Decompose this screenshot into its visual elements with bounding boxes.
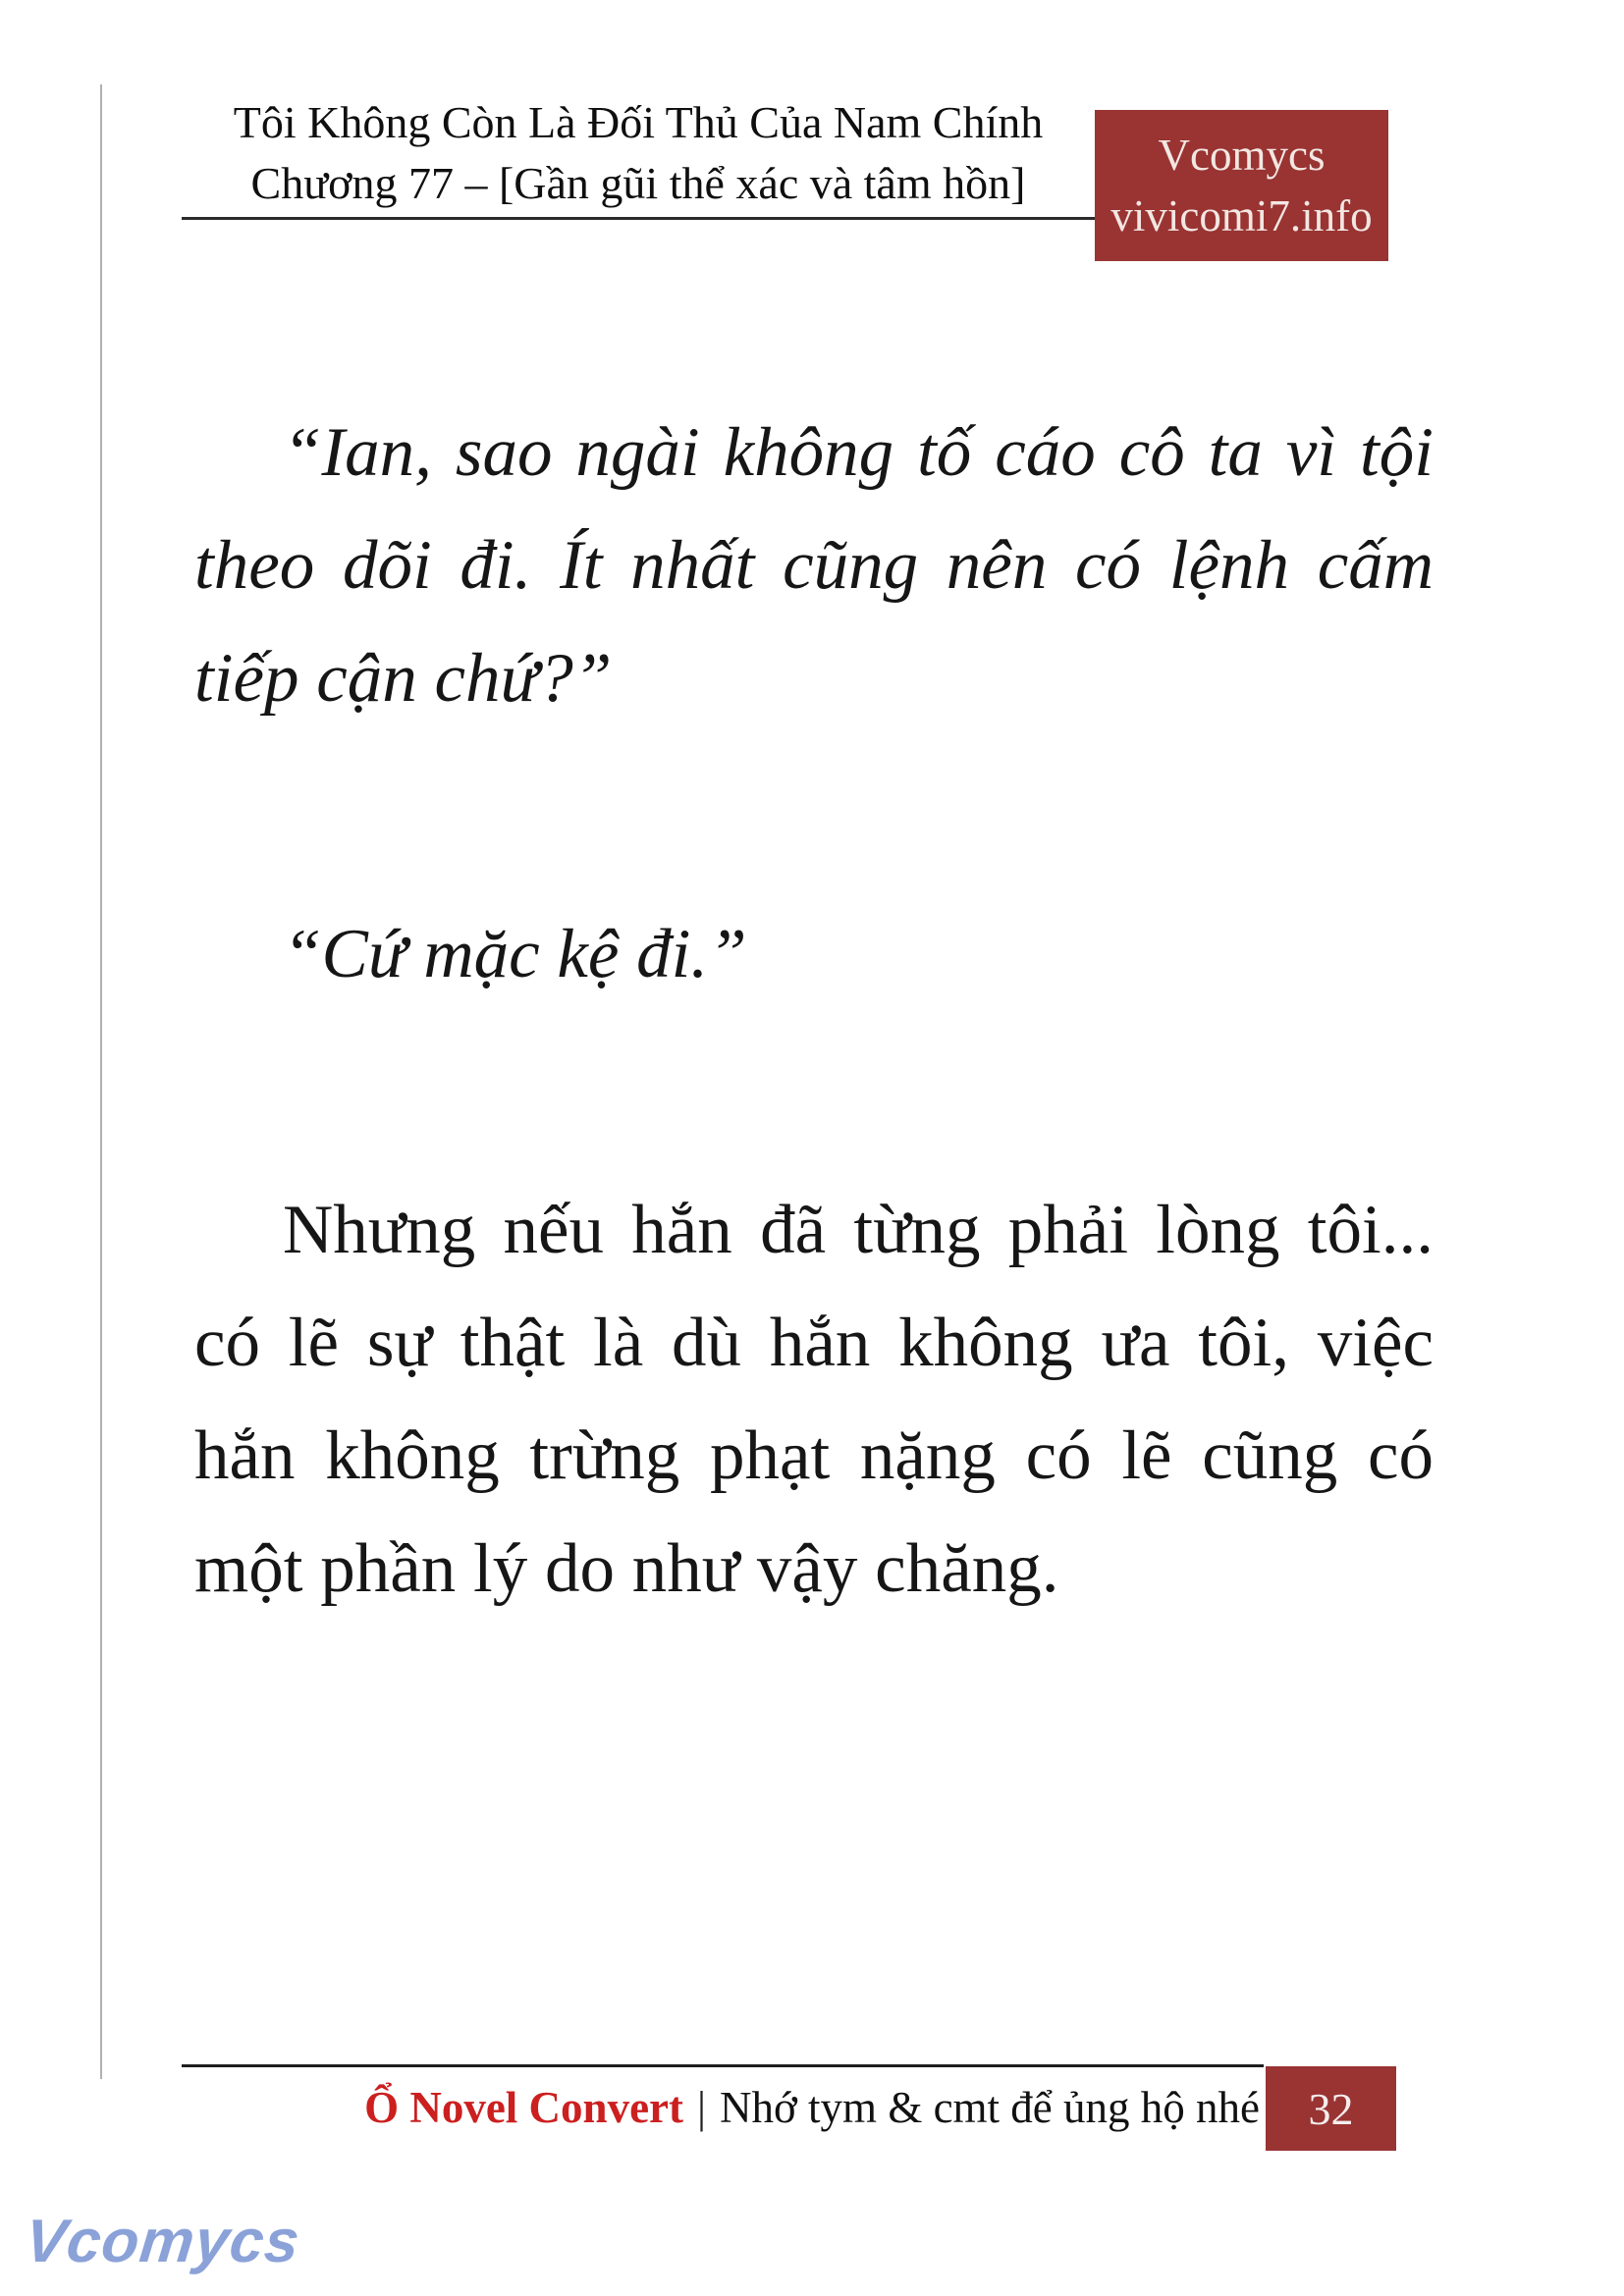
- narration-paragraph: Nhưng nếu hắn đã từng phải lòng tôi... có lẽ sự thật là dù hắn không ưa tôi, việc hắn không trừng phạt nặng có lẽ cũng có một phần lý do như vậy chăng.: [194, 1192, 1434, 1607]
- page-edge-line: [100, 84, 102, 2079]
- footer-separator: |: [697, 2083, 707, 2132]
- chapter-title: Chương 77 – [Gần gũi thể xác và tâm hồn]: [250, 158, 1026, 208]
- footer-note: Nhớ tym & cmt để ủng hộ nhé: [720, 2083, 1260, 2132]
- dialogue-paragraph: “Cứ mặc kệ đi.”: [283, 916, 747, 992]
- dialogue-paragraph: “Ian, sao ngài không tố cáo cô ta vì tội theo dõi đi. Ít nhất cũng nên có lệnh cấm tiếp cận chứ?”: [194, 414, 1434, 717]
- novel-title: Tôi Không Còn Là Đối Thủ Của Nam Chính: [233, 97, 1044, 147]
- translator-badge-site: vivicomi7.info: [1110, 191, 1373, 240]
- page-footer: [182, 2077, 1260, 2138]
- chapter-body: [194, 397, 1434, 1789]
- translator-badge-name: Vcomycs: [1158, 131, 1326, 180]
- translator-badge: [1095, 110, 1388, 261]
- page-header: [182, 92, 1095, 214]
- footer-divider: [182, 2064, 1264, 2067]
- vcomycs-watermark-logo: Vcomycs: [22, 2208, 303, 2275]
- page-number-badge: [1266, 2066, 1396, 2151]
- page-number: 32: [1308, 2083, 1354, 2134]
- footer-brand: Ổ Novel Convert: [364, 2083, 683, 2132]
- header-divider: [182, 217, 1097, 220]
